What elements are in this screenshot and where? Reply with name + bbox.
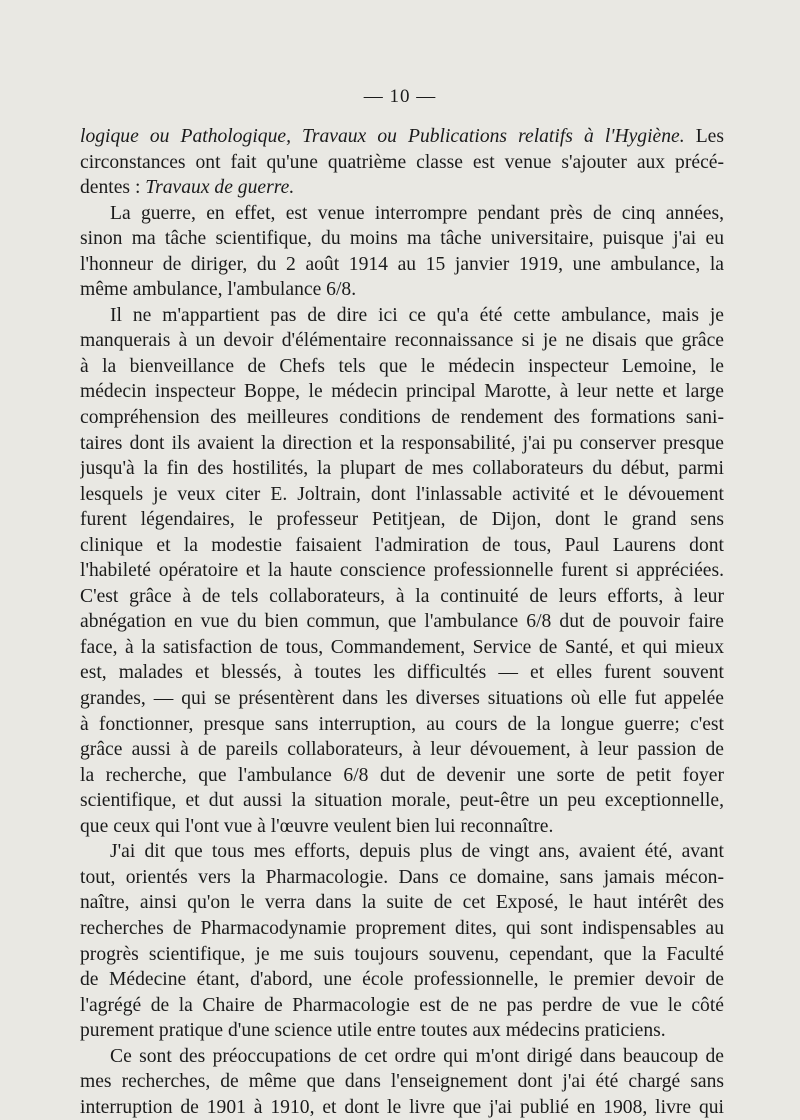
text-run: grandes, — qui se présentèrent dans les diverses situations où elle fut appelée — [80, 688, 724, 710]
text-line — [80, 814, 724, 840]
text-line — [80, 226, 724, 252]
text-run: que ceux qui l'ont vue à l'œuvre veulent bien lui reconnaître. — [80, 815, 554, 837]
text-line — [80, 328, 724, 354]
text-run: médecin inspecteur Boppe, le médecin principal Marotte, à leur nette et large — [80, 381, 724, 403]
text-line — [80, 788, 724, 814]
text-line — [80, 558, 724, 584]
text-run: à fonctionner, presque sans interruption, au cours de la longue guerre; c'est — [80, 713, 724, 735]
text-run: tout, orientés vers la Pharmacologie. Dans ce domaine, sans jamais mécon- — [80, 866, 724, 888]
text-run: dentes : — [80, 177, 146, 199]
text-run: C'est grâce à de tels collaborateurs, à la continuité de leurs efforts, à leur — [80, 585, 724, 607]
text-line — [80, 967, 724, 993]
text-run: l'habileté opératoire et la haute conscience professionnelle furent si appréciées. — [80, 560, 724, 582]
text-line — [80, 431, 724, 457]
text-run: est, malades et blessés, à toutes les difficultés — et elles furent souvent — [80, 662, 724, 684]
text-line — [80, 865, 724, 891]
paragraph — [80, 201, 724, 303]
text-line — [80, 379, 724, 405]
text-line — [80, 1044, 724, 1070]
text-line — [80, 839, 724, 865]
text-line — [80, 763, 724, 789]
paragraph — [80, 1044, 724, 1120]
text-run: purement pratique d'une science utile entre toutes aux médecins praticiens. — [80, 1020, 666, 1042]
text-run: même ambulance, l'ambulance 6/8. — [80, 279, 357, 301]
text-line — [80, 916, 724, 942]
text-line — [80, 405, 724, 431]
text-line — [80, 277, 724, 303]
text-run: la recherche, que l'ambulance 6/8 dut de devenir une sorte de petit foyer — [80, 764, 724, 786]
text-line — [80, 584, 724, 610]
text-run: l'agrégé de la Chaire de Pharmacologie est de ne pas perdre de vue le côté — [80, 994, 724, 1016]
text-line — [80, 660, 724, 686]
text-run: compréhension des meilleures conditions de rendement des formations sani- — [80, 407, 724, 429]
text-line — [80, 456, 724, 482]
text-run: recherches de Pharmacodynamie proprement dites, qui sont indispensables au — [80, 917, 724, 939]
text-run: progrès scientifique, je me suis toujours souvenu, cependant, que la Faculté — [80, 943, 724, 965]
text-line — [80, 252, 724, 278]
text-line — [80, 1069, 724, 1095]
text-run: interruption de 1901 à 1910, et dont le livre que j'ai publié en 1908, livre qui — [80, 1096, 724, 1118]
text-run: circonstances ont fait qu'une quatrième classe est venue s'ajouter aux précé- — [80, 151, 724, 173]
text-line — [80, 150, 724, 176]
text-run: scientifique, et dut aussi la situation morale, peut-être un peu exceptionnelle, — [80, 790, 724, 812]
paragraph — [80, 303, 724, 839]
text-run: clinique et la modestie faisaient l'admiration de tous, Paul Laurens dont — [80, 534, 724, 556]
text-run: à la bienveillance de Chefs tels que le médecin inspecteur Lemoine, le — [80, 355, 724, 377]
text-run: taires dont ils avaient la direction et la responsabilité, j'ai pu conserver presque — [80, 432, 724, 454]
text-run: furent légendaires, le professeur Petitjean, de Dijon, dont le grand sens — [80, 509, 724, 531]
text-line — [80, 533, 724, 559]
text-line — [80, 942, 724, 968]
text-line — [80, 993, 724, 1019]
paragraph — [80, 124, 724, 201]
text-run: sinon ma tâche scientifique, du moins ma tâche universitaire, puisque j'ai eu — [80, 228, 724, 250]
text-run: Les — [684, 126, 724, 147]
text-run: Il ne m'appartient pas de dire ici ce qu'a été cette ambulance, mais je — [110, 304, 724, 326]
text-run: face, à la satisfaction de tous, Commandement, Service de Santé, et qui mieux — [80, 636, 724, 658]
text-line — [80, 124, 724, 150]
text-line — [80, 635, 724, 661]
text-line — [80, 737, 724, 763]
text-run: La guerre, en effet, est venue interrompre pendant près de cinq années, — [110, 202, 724, 224]
text-run: grâce aussi à de pareils collaborateurs, à leur dévouement, à leur passion de — [80, 739, 724, 761]
text-run: Ce sont des préoccupations de cet ordre qui m'ont dirigé dans beaucoup de — [110, 1045, 724, 1067]
text-run: lesquels je veux citer E. Joltrain, dont l'inlassable activité et le dévouement — [80, 483, 724, 505]
text-line — [80, 201, 724, 227]
text-run: de Médecine étant, d'abord, une école professionnelle, le premier devoir de — [80, 969, 724, 991]
text-run: manquerais à un devoir d'élémentaire reconnaissance si je ne disais que grâce — [80, 330, 724, 352]
italic-text: logique ou Pathologique, Travaux ou Publications relatifs à l'Hygiène. — [80, 126, 685, 147]
italic-text: Travaux de guerre. — [145, 177, 295, 199]
paragraph — [80, 839, 724, 1043]
text-line — [80, 1095, 724, 1120]
text-run: abnégation en vue du bien commun, que l'ambulance 6/8 dut de pouvoir faire — [80, 611, 724, 633]
text-line — [80, 890, 724, 916]
text-line — [80, 686, 724, 712]
text-line — [80, 609, 724, 635]
body-text — [80, 124, 724, 1120]
text-line — [80, 303, 724, 329]
text-line — [80, 1018, 724, 1044]
text-run: J'ai dit que tous mes efforts, depuis plus de vingt ans, avaient été, avant — [110, 841, 724, 863]
text-line — [80, 175, 724, 201]
text-line — [80, 712, 724, 738]
text-line — [80, 354, 724, 380]
text-run: mes recherches, de même que dans l'enseignement dont j'ai été chargé sans — [80, 1071, 724, 1093]
page-number: — 10 — — [363, 86, 437, 107]
text-line — [80, 507, 724, 533]
text-line — [80, 482, 724, 508]
text-run: l'honneur de diriger, du 2 août 1914 au 15 janvier 1919, une ambulance, la — [80, 253, 724, 275]
text-run: naître, ainsi qu'on le verra dans la suite de cet Exposé, le haut intérêt des — [80, 892, 724, 914]
text-run: jusqu'à la fin des hostilités, la plupart de mes collaborateurs du début, parmi — [80, 458, 724, 480]
